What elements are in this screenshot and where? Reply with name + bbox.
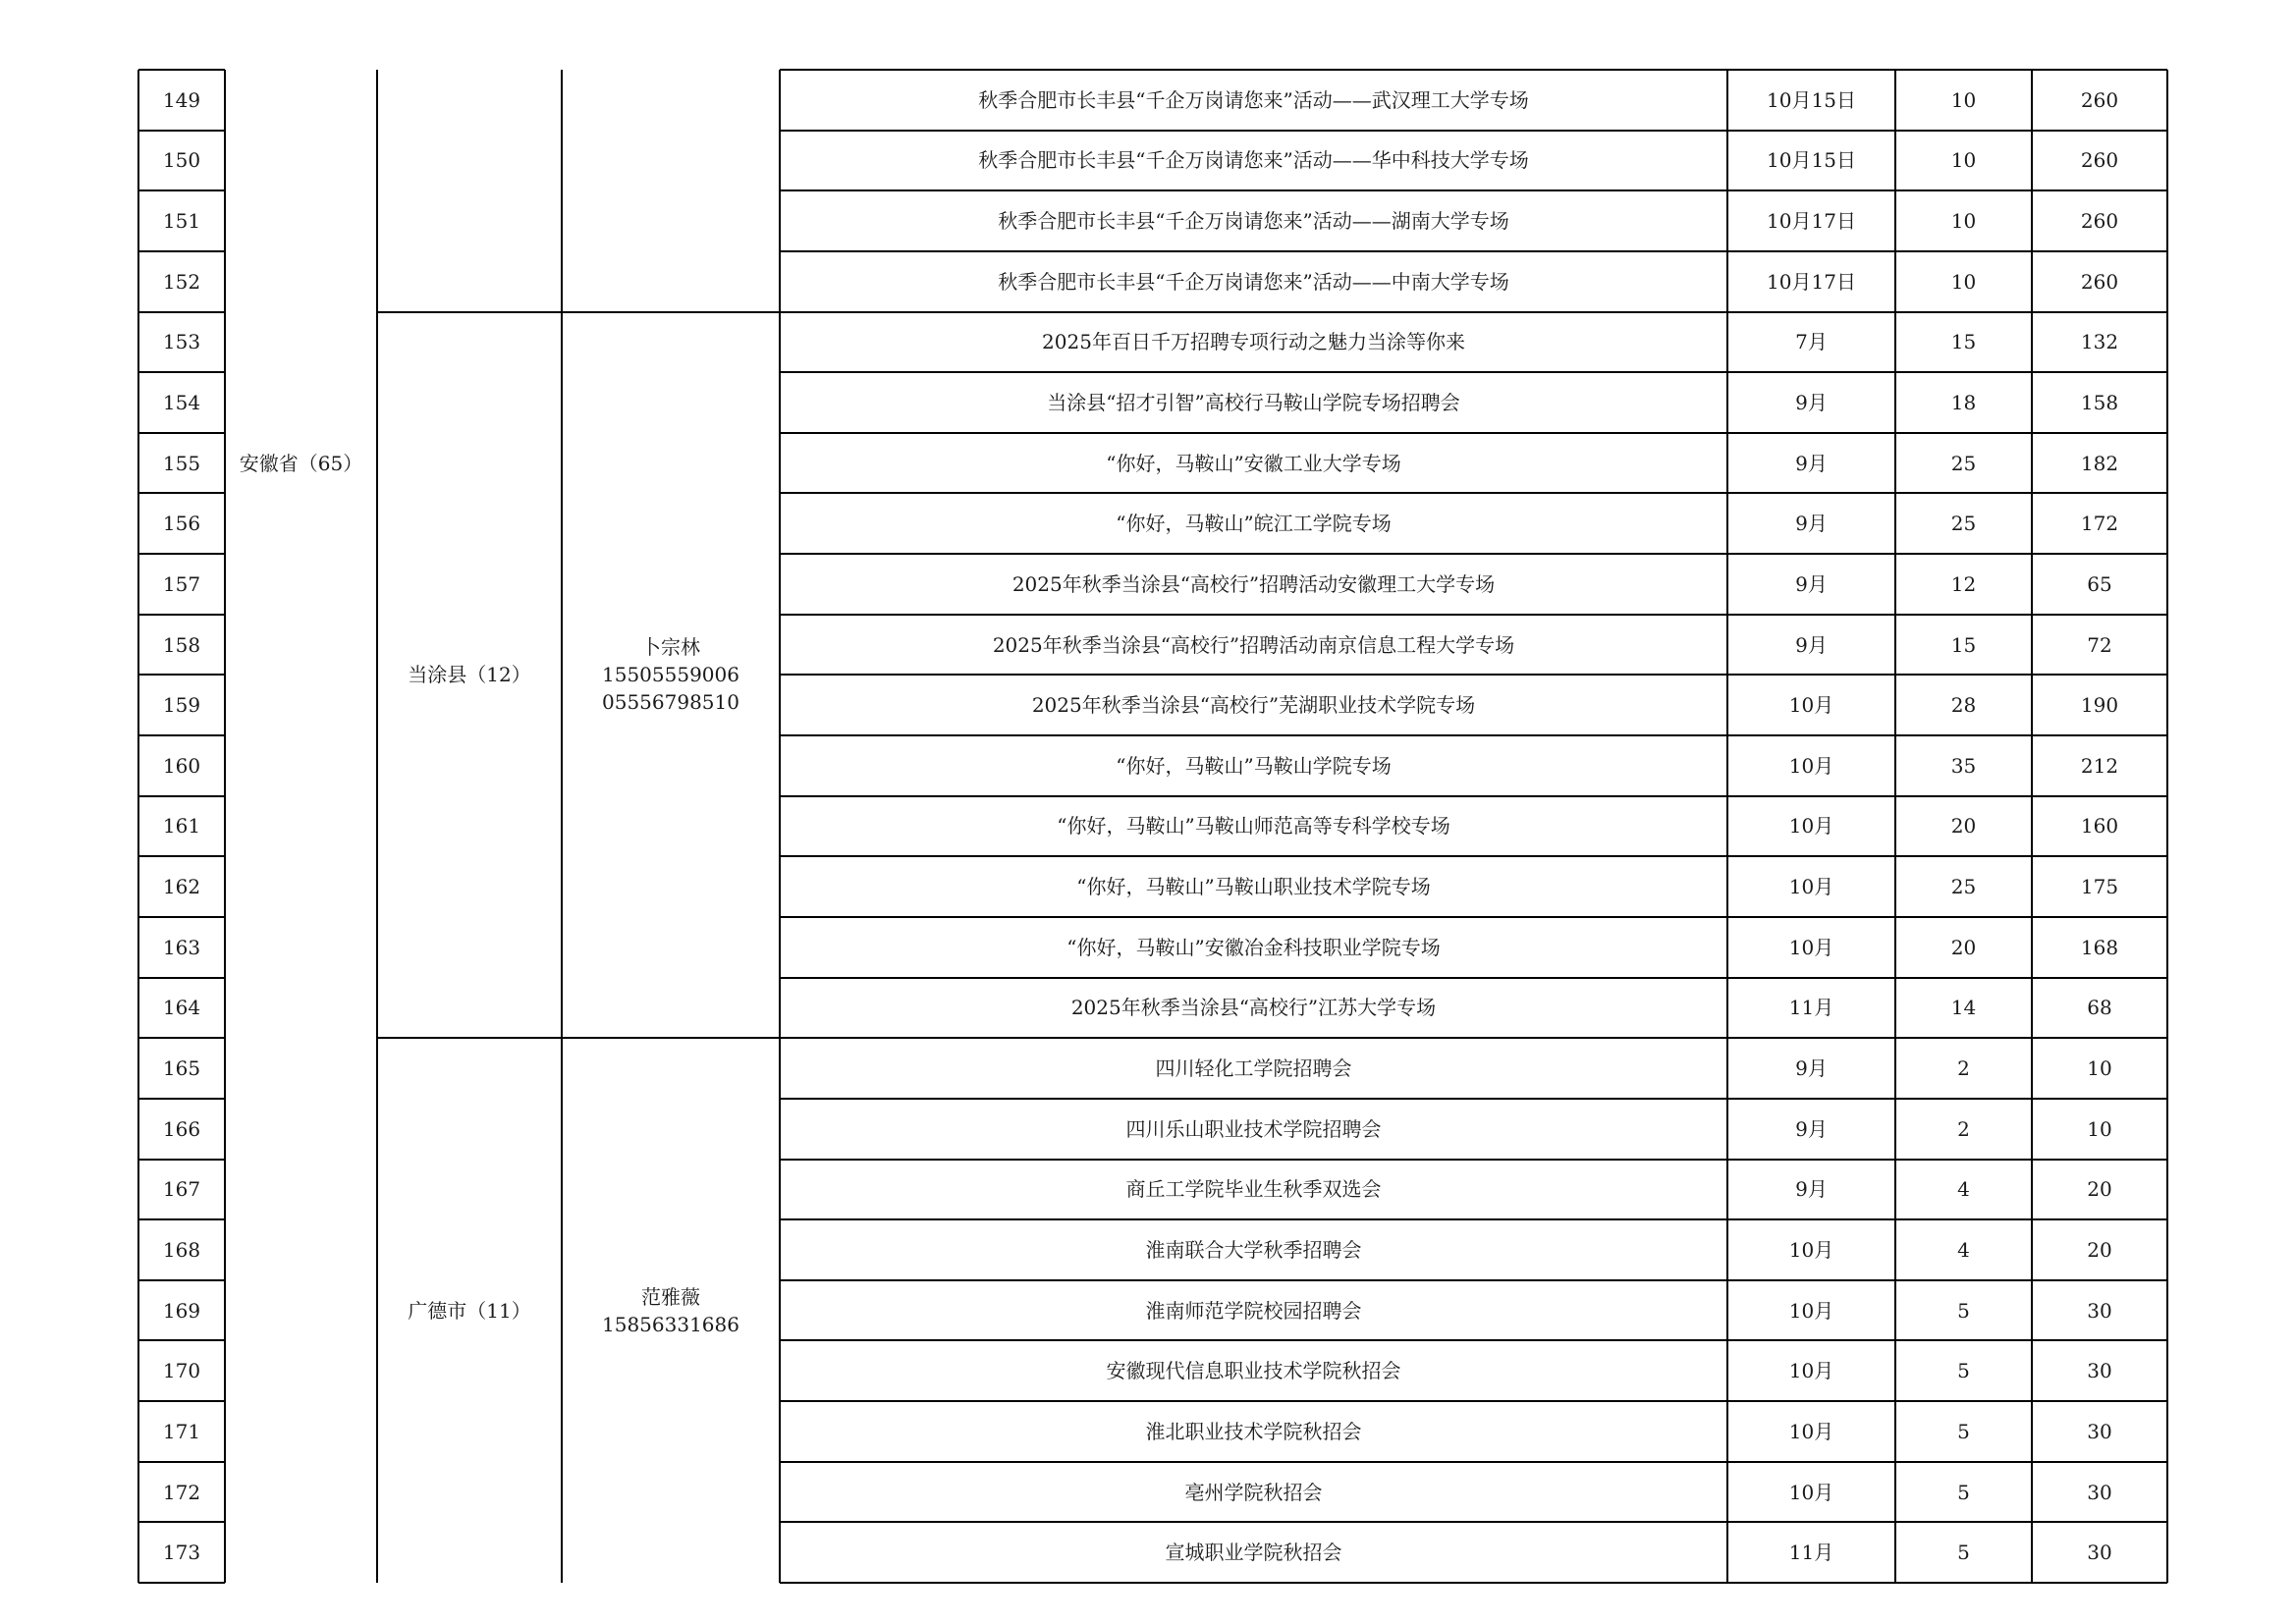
county-cell: 当涂县（12） xyxy=(408,663,531,687)
position-count: 260 xyxy=(2080,209,2119,234)
company-count: 20 xyxy=(1950,935,1977,959)
position-count: 10 xyxy=(2087,1116,2112,1141)
company-count: 5 xyxy=(1957,1541,1970,1565)
event-name: 宣城职业学院秋招会 xyxy=(1165,1541,1342,1565)
position-count: 30 xyxy=(2087,1298,2112,1323)
event-name: 秋季合肥市长丰县“千企万岗请您来”活动——中南大学专场 xyxy=(998,269,1509,294)
event-name: 淮南师范学院校园招聘会 xyxy=(1145,1298,1362,1323)
position-count: 30 xyxy=(2087,1359,2112,1383)
event-date: 10月 xyxy=(1788,1237,1834,1262)
event-name: 四川乐山职业技术学院招聘会 xyxy=(1125,1116,1382,1141)
row-number: 162 xyxy=(162,875,201,899)
row-number: 160 xyxy=(162,753,201,778)
position-count: 30 xyxy=(2087,1419,2112,1443)
event-date: 9月 xyxy=(1795,1116,1828,1141)
event-date: 11月 xyxy=(1788,1541,1834,1565)
company-count: 10 xyxy=(1950,209,1977,234)
event-name: 淮南联合大学秋季招聘会 xyxy=(1145,1237,1362,1262)
position-count: 158 xyxy=(2080,391,2119,414)
event-date: 10月 xyxy=(1788,1419,1834,1443)
event-date: 9月 xyxy=(1795,1177,1828,1202)
row-number: 158 xyxy=(162,632,201,657)
event-name: “你好，马鞍山”马鞍山师范高等专科学校专场 xyxy=(1057,814,1450,839)
event-date: 9月 xyxy=(1795,632,1828,657)
row-number: 171 xyxy=(162,1419,201,1443)
company-count: 25 xyxy=(1950,875,1977,899)
event-name: “你好，马鞍山”皖江工学院专场 xyxy=(1116,512,1392,536)
position-count: 212 xyxy=(2080,753,2119,778)
position-count: 65 xyxy=(2087,571,2112,596)
company-count: 5 xyxy=(1957,1298,1970,1323)
event-date: 10月 xyxy=(1788,1480,1834,1504)
row-number: 172 xyxy=(162,1480,201,1504)
contact-cell xyxy=(562,1038,780,1583)
event-date: 9月 xyxy=(1795,391,1828,414)
event-date: 10月 xyxy=(1788,753,1834,778)
company-count: 20 xyxy=(1950,814,1977,839)
event-name: “你好，马鞍山”马鞍山学院专场 xyxy=(1116,753,1392,778)
event-name: 2025年秋季当涂县“高校行”招聘活动安徽理工大学专场 xyxy=(1011,571,1496,596)
event-name: “你好，马鞍山”安徽冶金科技职业学院专场 xyxy=(1066,935,1441,959)
row-number: 165 xyxy=(162,1056,201,1081)
recruitment-table xyxy=(138,70,2167,1583)
event-name: 2025年秋季当涂县“高校行”江苏大学专场 xyxy=(1070,996,1437,1020)
event-date: 9月 xyxy=(1795,571,1828,596)
row-number: 173 xyxy=(162,1541,201,1565)
row-number: 159 xyxy=(162,693,201,718)
contact-phone: 15856331686 xyxy=(602,1312,739,1336)
event-date: 10月 xyxy=(1788,814,1834,839)
row-number: 163 xyxy=(162,935,201,959)
province-cell: 安徽省（65） xyxy=(239,451,363,475)
event-date: 10月 xyxy=(1788,935,1834,959)
row-number: 168 xyxy=(162,1237,201,1262)
event-name: 淮北职业技术学院秋招会 xyxy=(1145,1419,1362,1443)
contact-cell xyxy=(562,312,780,1039)
position-count: 160 xyxy=(2080,814,2119,839)
position-count: 30 xyxy=(2087,1480,2112,1504)
company-count: 2 xyxy=(1957,1116,1970,1141)
event-date: 7月 xyxy=(1795,330,1828,354)
position-count: 260 xyxy=(2080,87,2119,112)
event-date: 11月 xyxy=(1788,996,1834,1020)
position-count: 260 xyxy=(2080,148,2119,173)
row-number: 152 xyxy=(162,269,201,294)
position-count: 20 xyxy=(2087,1237,2112,1262)
event-name: 秋季合肥市长丰县“千企万岗请您来”活动——湖南大学专场 xyxy=(998,209,1509,234)
position-count: 68 xyxy=(2087,996,2112,1020)
county-cell: 广德市（11） xyxy=(408,1298,531,1323)
row-number: 155 xyxy=(162,451,201,475)
event-name: 安徽现代信息职业技术学院秋招会 xyxy=(1106,1359,1401,1383)
position-count: 172 xyxy=(2080,512,2119,536)
position-count: 175 xyxy=(2080,875,2119,899)
company-count: 10 xyxy=(1950,269,1977,294)
company-count: 4 xyxy=(1957,1237,1970,1262)
event-date: 9月 xyxy=(1795,451,1828,475)
company-count: 5 xyxy=(1957,1359,1970,1383)
company-count: 12 xyxy=(1950,571,1977,596)
event-date: 10月 xyxy=(1788,1359,1834,1383)
company-count: 25 xyxy=(1950,512,1977,536)
row-number: 167 xyxy=(162,1177,201,1202)
company-count: 25 xyxy=(1950,451,1977,475)
row-number: 151 xyxy=(162,209,201,234)
event-date: 10月15日 xyxy=(1767,148,1856,173)
event-name: 秋季合肥市长丰县“千企万岗请您来”活动——华中科技大学专场 xyxy=(978,148,1529,173)
row-number: 157 xyxy=(162,571,201,596)
position-count: 20 xyxy=(2087,1177,2112,1202)
company-count: 2 xyxy=(1957,1056,1970,1081)
row-number: 150 xyxy=(162,148,201,173)
event-date: 10月 xyxy=(1788,875,1834,899)
company-count: 4 xyxy=(1957,1177,1970,1202)
row-number: 166 xyxy=(162,1116,201,1141)
row-number: 164 xyxy=(162,996,201,1020)
row-number: 161 xyxy=(162,814,201,839)
company-count: 10 xyxy=(1950,87,1977,112)
position-count: 182 xyxy=(2080,451,2119,475)
position-count: 168 xyxy=(2080,935,2119,959)
event-name: “你好，马鞍山”马鞍山职业技术学院专场 xyxy=(1076,875,1431,899)
contact-phone: 05556798510 xyxy=(602,690,739,715)
company-count: 14 xyxy=(1950,996,1977,1020)
company-count: 5 xyxy=(1957,1480,1970,1504)
event-date: 10月 xyxy=(1788,1298,1834,1323)
event-name: 四川轻化工学院招聘会 xyxy=(1155,1056,1352,1081)
position-count: 72 xyxy=(2087,632,2112,657)
position-count: 132 xyxy=(2080,330,2119,354)
event-name: 秋季合肥市长丰县“千企万岗请您来”活动——武汉理工大学专场 xyxy=(978,87,1529,112)
event-name: 亳州学院秋招会 xyxy=(1184,1480,1323,1504)
row-number: 154 xyxy=(162,391,201,414)
position-count: 10 xyxy=(2087,1056,2112,1081)
event-date: 10月 xyxy=(1788,693,1834,718)
company-count: 35 xyxy=(1950,753,1977,778)
event-name: 2025年百日千万招聘专项行动之魅力当涂等你来 xyxy=(1042,330,1465,354)
event-name: 商丘工学院毕业生秋季双选会 xyxy=(1125,1177,1382,1202)
position-count: 260 xyxy=(2080,269,2119,294)
position-count: 190 xyxy=(2080,693,2119,718)
event-date: 9月 xyxy=(1795,1056,1828,1081)
company-count: 15 xyxy=(1950,632,1977,657)
row-number: 156 xyxy=(162,512,201,536)
row-number: 153 xyxy=(162,330,201,354)
company-count: 5 xyxy=(1957,1419,1970,1443)
event-name: 2025年秋季当涂县“高校行”芜湖职业技术学院专场 xyxy=(1031,693,1476,718)
company-count: 15 xyxy=(1950,330,1977,354)
contact-phone: 15505559006 xyxy=(602,663,739,687)
row-number: 170 xyxy=(162,1359,201,1383)
event-date: 10月17日 xyxy=(1767,269,1856,294)
event-name: 2025年秋季当涂县“高校行”招聘活动南京信息工程大学专场 xyxy=(992,632,1515,657)
row-number: 169 xyxy=(162,1298,201,1323)
position-count: 30 xyxy=(2087,1541,2112,1565)
event-name: “你好，马鞍山”安徽工业大学专场 xyxy=(1106,451,1401,475)
event-date: 10月17日 xyxy=(1767,209,1856,234)
contact-name: 卜宗林 xyxy=(641,635,700,660)
company-count: 10 xyxy=(1950,148,1977,173)
event-date: 9月 xyxy=(1795,512,1828,536)
event-name: 当涂县“招才引智”高校行马鞍山学院专场招聘会 xyxy=(1047,391,1460,414)
company-count: 28 xyxy=(1950,693,1977,718)
event-date: 10月15日 xyxy=(1767,87,1856,112)
company-count: 18 xyxy=(1950,391,1977,414)
row-number: 149 xyxy=(162,87,201,112)
contact-name: 范雅薇 xyxy=(641,1284,700,1309)
